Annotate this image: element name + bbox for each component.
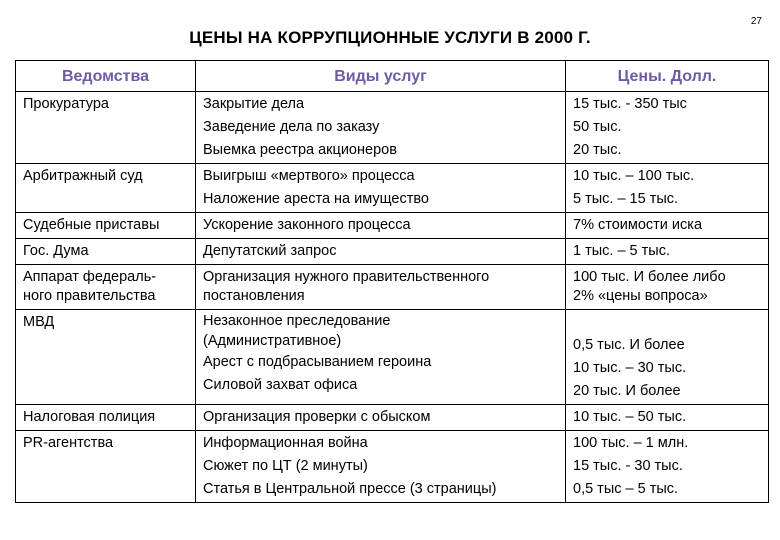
agency-line: ного правительства xyxy=(23,288,156,304)
price-item: 0,5 тыс – 5 тыс. xyxy=(573,481,679,497)
table-row xyxy=(16,265,769,310)
table-row xyxy=(16,92,769,164)
service-item: Организация нужного правительственного xyxy=(203,269,490,285)
prices-table xyxy=(15,60,769,503)
agency-cell: Прокуратура xyxy=(16,92,196,164)
services-cell xyxy=(196,213,566,239)
table-row xyxy=(16,310,769,405)
service-item: Незаконное преследование xyxy=(203,313,391,329)
agency-cell xyxy=(16,265,196,310)
services-cell xyxy=(196,265,566,310)
service-item: Организация проверки с обыском xyxy=(203,409,431,425)
agency-cell: Гос. Дума xyxy=(16,239,196,265)
prices-cell xyxy=(566,405,769,431)
services-cell xyxy=(196,92,566,164)
service-item: Выигрыш «мертвого» процесса xyxy=(203,168,415,184)
price-item: 20 тыс. xyxy=(573,142,622,158)
table-row xyxy=(16,405,769,431)
price-item: 10 тыс. – 100 тыс. xyxy=(573,168,695,184)
service-item: (Административное) xyxy=(203,333,342,349)
service-item: Выемка реестра акционеров xyxy=(203,142,397,158)
agency-line: Аппарат федераль- xyxy=(23,269,157,285)
services-cell xyxy=(196,310,566,405)
agency-cell: Арбитражный суд xyxy=(16,164,196,213)
services-cell xyxy=(196,405,566,431)
service-item: Арест с подбрасыванием героина xyxy=(203,354,432,370)
prices-cell xyxy=(566,239,769,265)
service-item: Статья в Центральной прессе (3 страницы) xyxy=(203,481,497,497)
spacer xyxy=(573,311,761,334)
service-item: постановления xyxy=(203,288,305,304)
price-item: 20 тыс. И более xyxy=(573,383,681,399)
price-item: 15 тыс. - 30 тыс. xyxy=(573,458,683,474)
services-cell xyxy=(196,239,566,265)
price-item: 15 тыс. - 350 тыс xyxy=(573,96,687,112)
table-row xyxy=(16,431,769,503)
service-item: Наложение ареста на имущество xyxy=(203,191,429,207)
header-row xyxy=(16,61,769,92)
service-item: Депутатский запрос xyxy=(203,243,337,259)
table-row xyxy=(16,213,769,239)
price-item: 50 тыс. xyxy=(573,119,622,135)
table-row xyxy=(16,164,769,213)
agency-cell: PR-агентства xyxy=(16,431,196,503)
prices-cell xyxy=(566,265,769,310)
prices-cell xyxy=(566,213,769,239)
prices-cell xyxy=(566,310,769,405)
price-item: 7% стоимости иска xyxy=(573,217,703,233)
header-agency: Ведомства xyxy=(16,61,196,92)
price-item: 100 тыс. – 1 млн. xyxy=(573,435,689,451)
prices-cell xyxy=(566,164,769,213)
page-title: ЦЕНЫ НА КОРРУПЦИОННЫЕ УСЛУГИ В 2000 Г. xyxy=(189,28,591,47)
price-item: 10 тыс. – 30 тыс. xyxy=(573,360,687,376)
agency-cell: Судебные приставы xyxy=(16,213,196,239)
service-item: Сюжет по ЦТ (2 минуты) xyxy=(203,458,368,474)
price-item: 100 тыс. И более либо xyxy=(573,269,726,285)
header-services: Виды услуг xyxy=(196,61,566,92)
price-item: 0,5 тыс. И более xyxy=(573,337,685,353)
header-prices: Цены. Долл. xyxy=(566,61,769,92)
service-item: Заведение дела по заказу xyxy=(203,119,380,135)
agency-cell: Налоговая полиция xyxy=(16,405,196,431)
agency-cell: МВД xyxy=(16,310,196,405)
price-item: 2% «цены вопроса» xyxy=(573,288,708,304)
services-cell xyxy=(196,164,566,213)
service-item: Информационная война xyxy=(203,435,368,451)
service-item: Закрытие дела xyxy=(203,96,305,112)
table-row xyxy=(16,239,769,265)
services-cell xyxy=(196,431,566,503)
prices-cell xyxy=(566,431,769,503)
page-number: 27 xyxy=(750,16,762,27)
price-item: 1 тыс. – 5 тыс. xyxy=(573,243,670,259)
prices-cell xyxy=(566,92,769,164)
price-item: 5 тыс. – 15 тыс. xyxy=(573,191,679,207)
service-item: Ускорение законного процесса xyxy=(203,217,411,233)
service-item: Силовой захват офиса xyxy=(203,377,358,393)
price-item: 10 тыс. – 50 тыс. xyxy=(573,409,687,425)
